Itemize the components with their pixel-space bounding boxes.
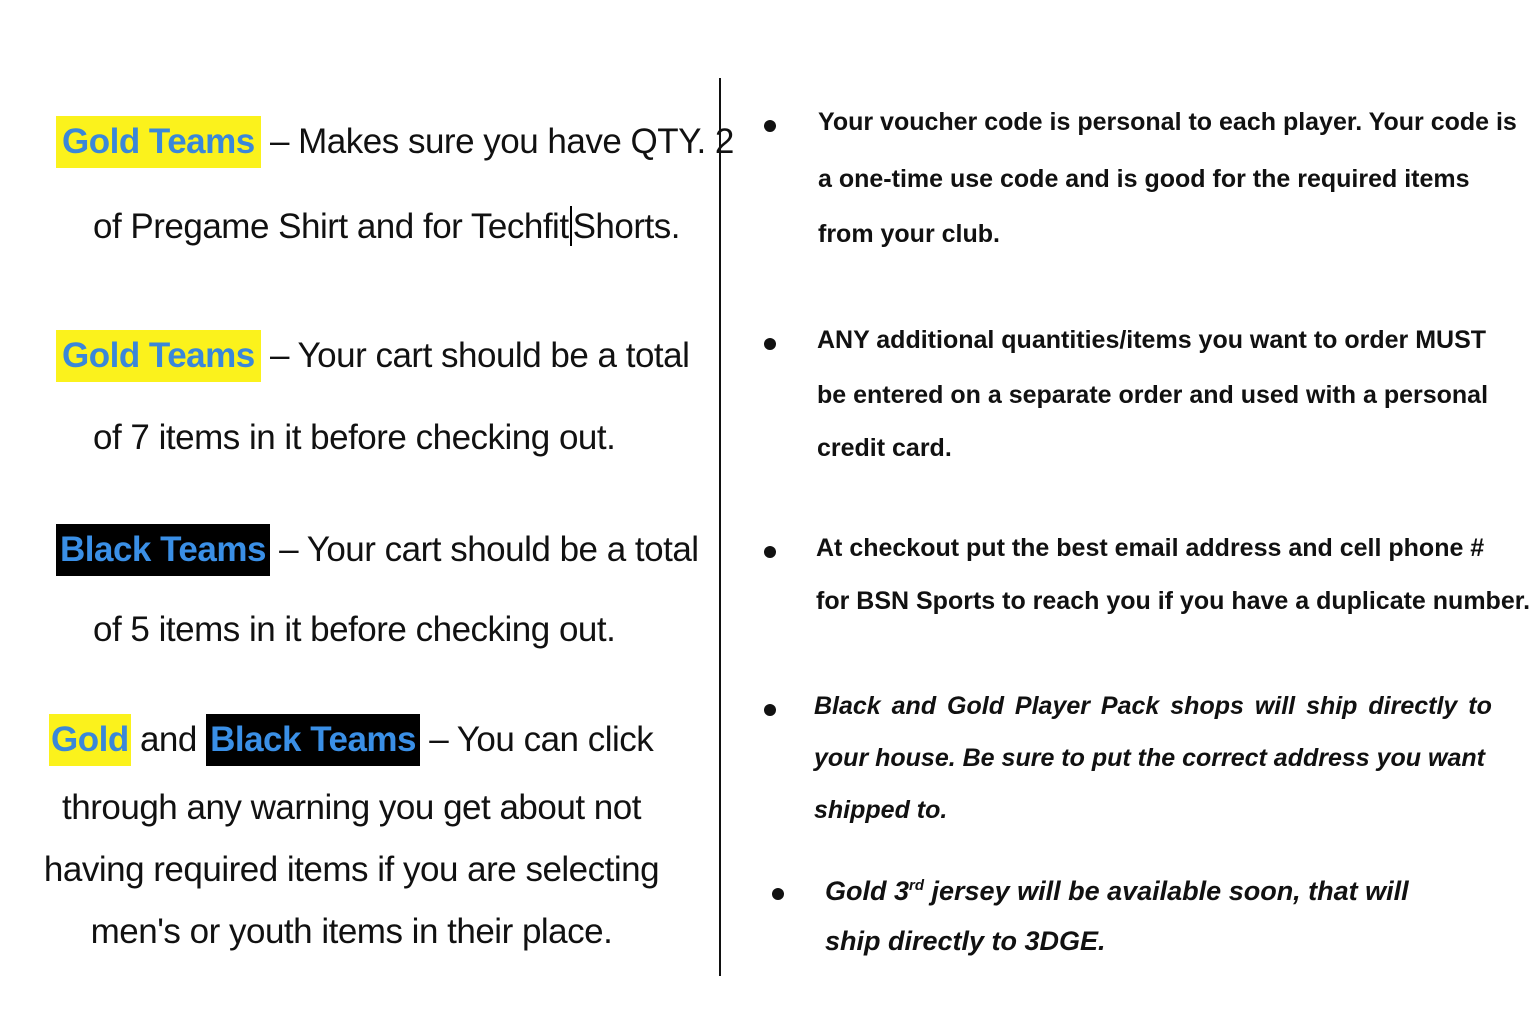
gold-and-black-line-4: men's or youth items in their place. xyxy=(90,912,613,951)
bullet-line: shipped to. xyxy=(814,796,948,824)
jersey-text-b: jersey will be available soon, that will xyxy=(924,876,1409,906)
pregame-shirt-text: of Pregame Shirt and for Techfit xyxy=(93,207,569,246)
black-teams-highlight: Black Teams xyxy=(206,714,420,766)
and-text: and xyxy=(130,720,207,759)
black-teams-cart-line-2: of 5 items in it before checking out. xyxy=(93,610,616,649)
cart-total-text: – Your cart should be a total xyxy=(269,530,699,569)
black-teams-cart-line-1 xyxy=(56,524,699,576)
gold-teams-qty-line-1 xyxy=(56,116,734,168)
bullet-icon xyxy=(760,114,782,136)
gold-teams-highlight: Gold Teams xyxy=(56,330,261,382)
bullet-icon xyxy=(768,882,790,904)
bullet-line: Black and Gold Player Pack shops will ship directly to xyxy=(814,692,1492,720)
bullet-icon xyxy=(760,698,782,720)
gold-highlight: Gold xyxy=(49,714,131,766)
gold-teams-cart-line-1 xyxy=(56,330,689,382)
jersey-text-a: Gold 3 xyxy=(825,876,910,906)
bullet-line: from your club. xyxy=(818,220,1000,248)
bullet-line xyxy=(825,876,1409,907)
gold-teams-highlight: Gold Teams xyxy=(56,116,261,168)
bullet-line: ship directly to 3DGE. xyxy=(825,926,1106,956)
qty-instruction-text: – Makes sure you have QTY. 2 xyxy=(260,122,734,161)
shorts-text: Shorts. xyxy=(572,207,680,246)
black-teams-highlight: Black Teams xyxy=(56,524,270,576)
bullet-line: At checkout put the best email address and cell phone # xyxy=(816,534,1485,562)
gold-and-black-line-1 xyxy=(49,714,653,766)
column-divider xyxy=(719,78,721,976)
bullet-line: ANY additional quantities/items you want to order MUST xyxy=(817,326,1487,354)
text-cursor xyxy=(570,206,572,246)
gold-teams-cart-line-2: of 7 items in it before checking out. xyxy=(93,418,616,457)
ordinal-superscript: rd xyxy=(909,877,925,894)
bullet-line: a one-time use code and is good for the required items xyxy=(818,165,1470,193)
cart-total-text: – Your cart should be a total xyxy=(260,336,690,375)
bullet-line: for BSN Sports to reach you if you have a duplicate number. xyxy=(816,587,1531,615)
bullet-icon xyxy=(760,540,782,562)
click-through-text: – You can click xyxy=(420,720,654,759)
gold-teams-qty-line-2 xyxy=(93,206,680,247)
bullet-line: be entered on a separate order and used with a personal xyxy=(817,381,1489,409)
gold-and-black-line-3: having required items if you are selecting xyxy=(43,850,660,889)
bullet-line: Your voucher code is personal to each player. Your code is xyxy=(818,108,1517,136)
gold-and-black-line-2: through any warning you get about not xyxy=(62,788,641,827)
bullet-line: credit card. xyxy=(817,434,952,462)
bullet-line: your house. Be sure to put the correct address you want xyxy=(814,744,1485,772)
bullet-icon xyxy=(760,332,782,354)
